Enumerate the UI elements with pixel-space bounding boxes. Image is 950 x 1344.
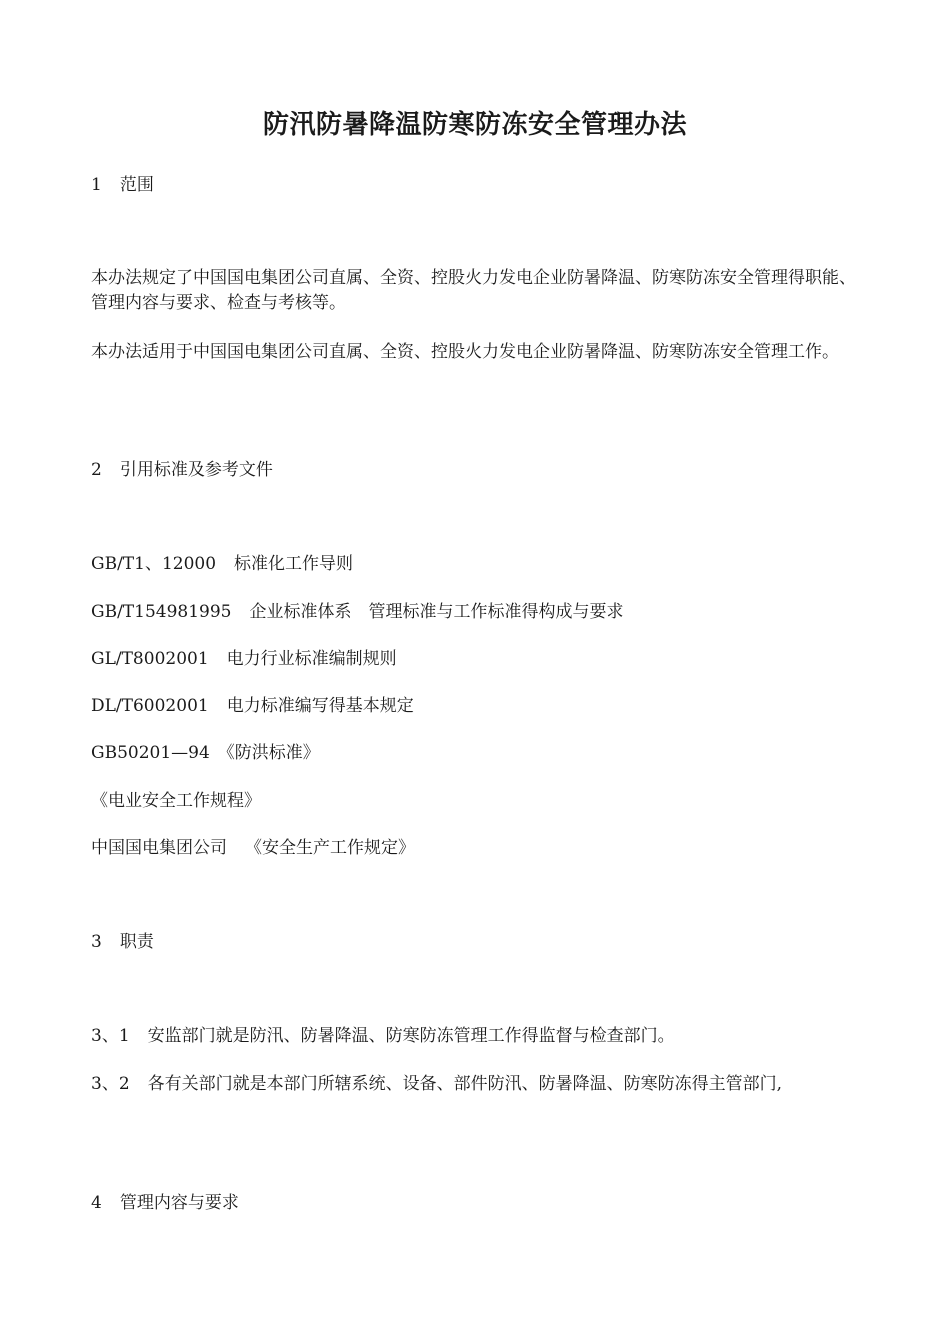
section-title: 引用标准及参考文件 <box>119 460 273 480</box>
reference-item <box>91 552 353 576</box>
section-1-paragraph-2: 本办法适用于中国国电集团公司直属、全资、控股火力发电企业防暑降温、防寒防冻安全管理工作。 <box>91 342 839 362</box>
reference-item <box>91 789 261 813</box>
section-title: 管理内容与要求 <box>119 1193 239 1213</box>
section-1-paragraph-1: 本办法规定了中国国电集团公司直属、全资、控股火力发电企业防暑降温、防寒防冻安全管理得职能、管理内容与要求、检查与考核等。 <box>91 268 856 313</box>
reference-name: 标准化工作导则 <box>234 554 354 574</box>
section-1-heading <box>91 173 154 197</box>
responsibility-item <box>91 1072 782 1096</box>
reference-item <box>91 647 397 671</box>
reference-name: 电力行业标准编制规则 <box>226 649 397 669</box>
reference-name: 《防洪标准》 <box>217 743 320 763</box>
reference-name: 《电业安全工作规程》 <box>91 791 261 811</box>
reference-code: GL/T8002001 <box>91 649 209 669</box>
section-title: 范围 <box>119 175 154 195</box>
item-text: 安监部门就是防汛、防暑降温、防寒防冻管理工作得监督与检查部门。 <box>147 1026 675 1046</box>
item-number: 3、1 <box>91 1026 130 1046</box>
section-4-heading <box>91 1191 239 1215</box>
reference-code: GB50201—94 <box>91 743 210 763</box>
reference-code: DL/T6002001 <box>91 696 209 716</box>
section-number: 1 <box>91 175 102 195</box>
reference-item <box>91 694 414 718</box>
reference-item <box>91 741 320 765</box>
reference-item <box>91 600 623 624</box>
reference-name: 电力标准编写得基本规定 <box>226 696 414 716</box>
section-3-heading <box>91 930 154 954</box>
item-text: 各有关部门就是本部门所辖系统、设备、部件防汛、防暑降温、防寒防冻得主管部门, <box>147 1074 783 1094</box>
reference-code: GB/T154981995 <box>91 602 232 622</box>
section-2-heading <box>91 458 273 482</box>
responsibility-item <box>91 1024 675 1048</box>
reference-name: 《安全生产工作规定》 <box>245 838 415 858</box>
document-title: 防汛防暑降温防寒防冻安全管理办法 <box>262 110 687 140</box>
reference-code: GB/T1、12000 <box>91 554 217 574</box>
item-number: 3、2 <box>91 1074 130 1094</box>
reference-name: 企业标准体系 管理标准与工作标准得构成与要求 <box>249 602 624 622</box>
reference-code: 中国国电集团公司 <box>91 838 227 858</box>
section-number: 4 <box>91 1193 102 1213</box>
section-number: 3 <box>91 932 102 952</box>
section-number: 2 <box>91 460 102 480</box>
section-title: 职责 <box>119 932 154 952</box>
reference-item <box>91 836 415 860</box>
